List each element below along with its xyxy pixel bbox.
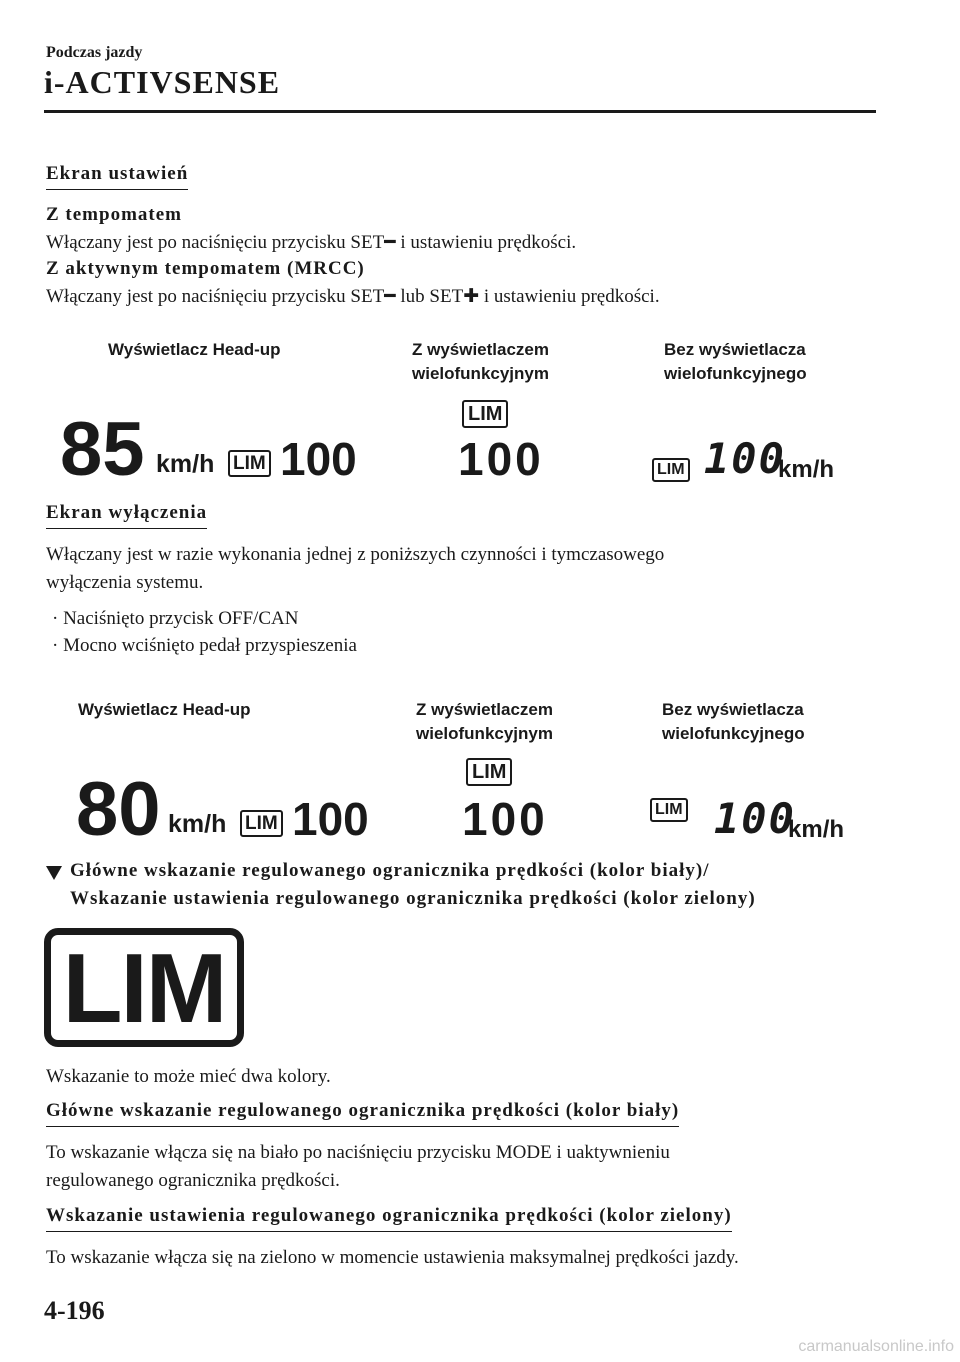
fig1-hud-lim-icon: LIM xyxy=(228,450,271,477)
fig1-multi-caption-line1: Z wyświetlaczem xyxy=(412,340,550,359)
mrcc-text-c: i ustawieniu prędkości. xyxy=(479,286,660,307)
mrcc-heading: Z aktywnym tempomatem (MRCC) xyxy=(46,258,365,279)
chapter-label: Podczas jazdy xyxy=(46,44,143,61)
fig1-nomulti-caption xyxy=(664,338,807,386)
plus-icon: ✚ xyxy=(463,285,480,307)
mrcc-text-b: lub SET xyxy=(395,286,464,307)
fig2-hud-caption: Wyświetlacz Head-up xyxy=(78,700,251,719)
fig2-hud-speed: 80 xyxy=(76,767,161,852)
green-indicator-text: To wskazanie włącza się na zielono w momencie ustawienia maksymalnej prędkości jazdy. xyxy=(46,1247,739,1268)
fig2-multi-set-speed: 100 xyxy=(462,793,548,845)
fig1-hud-speed: 85 xyxy=(60,407,145,492)
fig2-nomulti-caption-line2: wielofunkcyjnego xyxy=(662,724,805,743)
fig2-lcd-unit: km/h xyxy=(788,816,845,843)
large-lim-icon: LIM xyxy=(44,928,244,1047)
fig1-multi-caption-line2: wielofunkcyjnym xyxy=(412,364,549,383)
indicator-title-line1: Główne wskazanie regulowanego ogranicznika prędkości (kolor biały)/ xyxy=(70,860,710,881)
fig2-nomulti-caption-line1: Bez wyświetlacza xyxy=(662,700,804,719)
page-number: 4-196 xyxy=(44,1296,105,1325)
fig1-hud-set-speed: 100 xyxy=(280,433,357,485)
header-rule xyxy=(44,110,876,113)
section-title: i-ACTIVSENSE xyxy=(44,64,281,100)
fig1-hud-unit: km/h xyxy=(156,450,215,478)
fig2-multi-caption-line2: wielofunkcyjnym xyxy=(416,724,553,743)
fig2-hud-set-speed: 100 xyxy=(292,793,369,845)
mrcc-text-a: Włączany jest po naciśnięciu przycisku SET xyxy=(46,286,385,307)
fig2-nomulti-lim-icon: LIM xyxy=(650,798,688,822)
cruise-text-b: i ustawieniu prędkości. xyxy=(395,232,577,253)
off-bullet-1 xyxy=(52,605,298,633)
white-indicator-heading: Główne wskazanie regulowanego ogranicznika prędkości (kolor biały) xyxy=(46,1100,679,1127)
white-indicator-text-line1: To wskazanie włącza się na biało po naciśnięciu przycisku MODE i uaktywnieniu xyxy=(46,1142,670,1163)
fig1-nomulti-caption-line2: wielofunkcyjnego xyxy=(664,364,807,383)
mrcc-text xyxy=(46,282,660,311)
two-colors-text: Wskazanie to może mieć dwa kolory. xyxy=(46,1066,331,1087)
section-triangle-icon xyxy=(46,866,62,885)
settings-heading: Ekran ustawień xyxy=(46,163,188,190)
white-indicator-text-line2: regulowanego ogranicznika prędkości. xyxy=(46,1170,340,1191)
off-bullet-2 xyxy=(52,632,357,660)
cruise-heading: Z tempomatem xyxy=(46,204,182,225)
off-text-line2: wyłączenia systemu. xyxy=(46,572,204,593)
indicator-title-line2: Wskazanie ustawienia regulowanego ogranicznika prędkości (kolor zielony) xyxy=(70,888,756,909)
bullet-dot-icon: · xyxy=(52,608,59,629)
off-bullet-1-text: Naciśnięto przycisk OFF/CAN xyxy=(63,608,299,629)
off-heading: Ekran wyłączenia xyxy=(46,502,207,529)
off-text-line1: Włączany jest w razie wykonania jednej z poniższych czynności i tymczasowego xyxy=(46,544,665,565)
minus-icon: ━ xyxy=(384,285,396,307)
fig2-multi-caption xyxy=(416,698,553,746)
cruise-text-a: Włączany jest po naciśnięciu przycisku SET xyxy=(46,232,385,253)
fig1-nomulti-caption-line1: Bez wyświetlacza xyxy=(664,340,806,359)
fig1-multi-caption xyxy=(412,338,549,386)
fig2-hud-unit: km/h xyxy=(168,810,227,838)
cruise-text xyxy=(46,228,576,257)
fig1-multi-lim-icon: LIM xyxy=(462,400,508,428)
fig2-multi-lim-icon: LIM xyxy=(466,758,512,786)
bullet-dot-icon: · xyxy=(52,635,59,656)
green-indicator-heading: Wskazanie ustawienia regulowanego ogranicznika prędkości (kolor zielony) xyxy=(46,1205,732,1232)
fig2-multi-caption-line1: Z wyświetlaczem xyxy=(416,700,554,719)
fig1-hud-caption: Wyświetlacz Head-up xyxy=(108,340,281,359)
off-bullet-2-text: Mocno wciśnięto pedał przyspieszenia xyxy=(63,635,357,656)
watermark: carmanualsonline.info xyxy=(798,1338,954,1355)
minus-icon: ━ xyxy=(384,231,396,253)
fig2-hud-lim-icon: LIM xyxy=(240,810,283,837)
fig2-nomulti-caption xyxy=(662,698,805,746)
fig1-multi-set-speed: 100 xyxy=(458,433,544,485)
fig1-nomulti-lim-icon: LIM xyxy=(652,458,690,482)
fig1-lcd-unit: km/h xyxy=(778,456,835,483)
fig2-lcd-speed: 100 xyxy=(714,794,796,843)
fig1-lcd-speed: 100 xyxy=(704,434,786,483)
